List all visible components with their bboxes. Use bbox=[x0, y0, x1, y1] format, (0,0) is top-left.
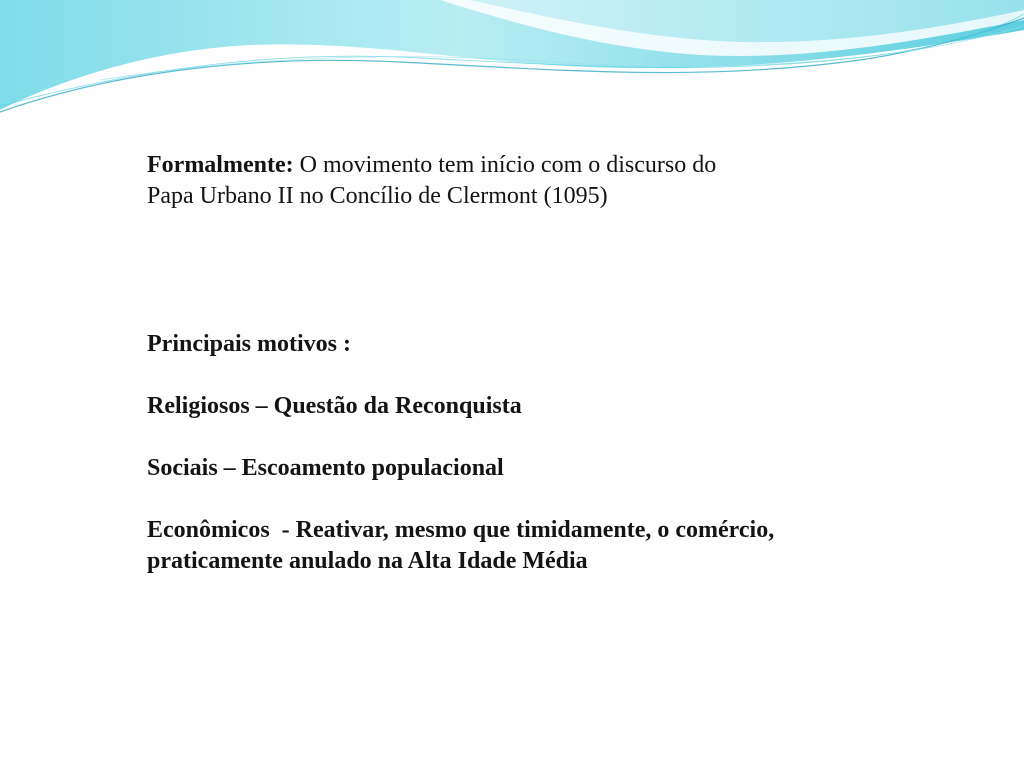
motivo-economicos bbox=[147, 515, 947, 577]
slide-content bbox=[147, 150, 947, 577]
economicos-line1: Econômicos - Reativar, mesmo que timidamente, o comércio, bbox=[147, 517, 775, 543]
intro-line1: O movimento tem início com o discurso do bbox=[293, 152, 717, 178]
intro-label: Formalmente: bbox=[147, 152, 294, 178]
motivo-religiosos: Religiosos – Questão da Reconquista bbox=[147, 393, 522, 419]
economicos-line2: praticamente anulado na Alta Idade Média bbox=[147, 548, 588, 574]
motivos-heading: Principais motivos : bbox=[147, 331, 351, 357]
motivo-sociais: Sociais – Escoamento populacional bbox=[147, 455, 504, 481]
header-wave-decoration bbox=[0, 0, 1024, 140]
intro-line2: Papa Urbano II no Concílio de Clermont (1095) bbox=[147, 183, 608, 209]
intro-paragraph bbox=[147, 150, 947, 212]
